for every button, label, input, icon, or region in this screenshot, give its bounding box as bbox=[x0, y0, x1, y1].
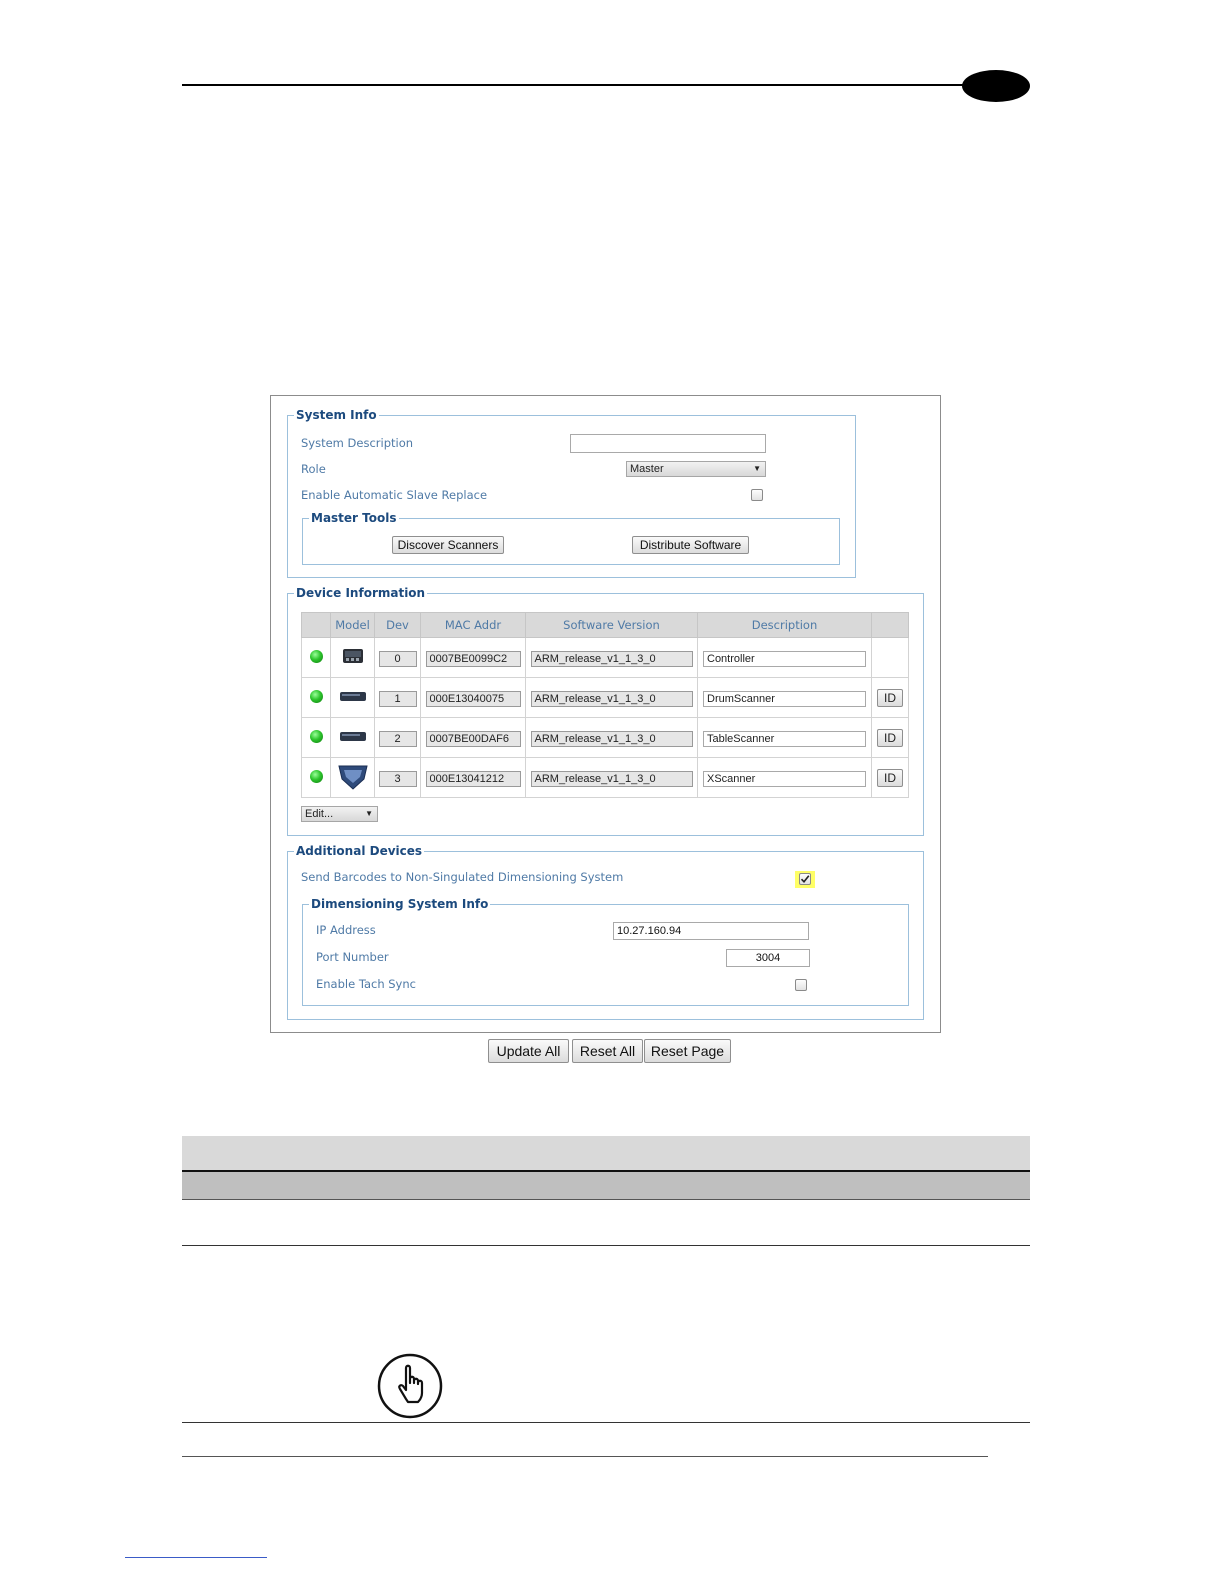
system-description-input[interactable] bbox=[570, 434, 766, 453]
mac-field: 000E13041212 bbox=[426, 771, 521, 787]
dev-field: 1 bbox=[379, 691, 417, 707]
description-input[interactable]: TableScanner bbox=[703, 731, 866, 747]
column-header-model: Model bbox=[331, 613, 375, 638]
ip-address-input[interactable]: 10.27.160.94 bbox=[613, 922, 809, 940]
model-cell bbox=[331, 758, 375, 798]
dev-field: 2 bbox=[379, 731, 417, 747]
chapter-tab-marker bbox=[962, 70, 1030, 102]
status-cell bbox=[302, 638, 331, 678]
id-cell bbox=[872, 758, 909, 798]
description-cell bbox=[698, 638, 872, 678]
enable-tach-sync-label: Enable Tach Sync bbox=[316, 977, 416, 991]
ip-address-label: IP Address bbox=[316, 923, 376, 937]
distribute-software-button[interactable]: Distribute Software bbox=[632, 536, 749, 554]
status-cell bbox=[302, 758, 331, 798]
header-rule bbox=[182, 84, 972, 86]
chevron-down-icon: ▼ bbox=[365, 809, 373, 818]
description-cell bbox=[698, 758, 872, 798]
dev-cell bbox=[375, 678, 421, 718]
pointing-hand-icon bbox=[376, 1353, 444, 1419]
column-header-status bbox=[302, 613, 331, 638]
device-table bbox=[301, 612, 909, 798]
model-cell bbox=[331, 678, 375, 718]
id-cell bbox=[872, 678, 909, 718]
id-button[interactable]: ID bbox=[877, 689, 903, 707]
drum-scanner-icon bbox=[339, 688, 367, 704]
status-led-icon bbox=[310, 730, 323, 743]
mac-cell bbox=[421, 638, 526, 678]
discover-scanners-button[interactable]: Discover Scanners bbox=[392, 536, 504, 554]
reset-all-button[interactable]: Reset All bbox=[572, 1039, 643, 1063]
auto-slave-replace-checkbox[interactable] bbox=[751, 489, 763, 501]
model-cell bbox=[331, 638, 375, 678]
note-rule bbox=[182, 1422, 1030, 1423]
footer-link-underline bbox=[125, 1557, 267, 1558]
dev-cell bbox=[375, 758, 421, 798]
table-row bbox=[302, 718, 909, 758]
id-button[interactable]: ID bbox=[877, 769, 903, 787]
column-header-id bbox=[872, 613, 909, 638]
port-number-label: Port Number bbox=[316, 950, 389, 964]
description-cell bbox=[698, 678, 872, 718]
software-cell bbox=[526, 638, 698, 678]
role-select-value: Master bbox=[630, 463, 664, 475]
description-cell bbox=[698, 718, 872, 758]
table-header-band bbox=[182, 1136, 1030, 1170]
description-input[interactable]: Controller bbox=[703, 651, 866, 667]
x-scanner-icon bbox=[337, 761, 369, 791]
status-cell bbox=[302, 678, 331, 718]
edit-select[interactable] bbox=[301, 806, 378, 822]
master-tools-legend: Master Tools bbox=[311, 511, 397, 525]
port-number-input[interactable]: 3004 bbox=[726, 949, 810, 967]
id-cell bbox=[872, 718, 909, 758]
software-field: ARM_release_v1_1_3_0 bbox=[531, 731, 693, 747]
table-rule bbox=[182, 1245, 1030, 1246]
table-scanner-icon bbox=[339, 728, 367, 744]
additional-devices-legend: Additional Devices bbox=[296, 844, 423, 858]
column-header-description: Description bbox=[698, 613, 872, 638]
description-input[interactable]: DrumScanner bbox=[703, 691, 866, 707]
software-field: ARM_release_v1_1_3_0 bbox=[531, 771, 693, 787]
software-field: ARM_release_v1_1_3_0 bbox=[531, 651, 693, 667]
update-all-button[interactable]: Update All bbox=[488, 1039, 569, 1063]
status-cell bbox=[302, 718, 331, 758]
mac-field: 0007BE0099C2 bbox=[426, 651, 521, 667]
status-led-icon bbox=[310, 650, 323, 663]
software-cell bbox=[526, 758, 698, 798]
device-information-legend: Device Information bbox=[296, 586, 426, 600]
table-rule bbox=[182, 1199, 1030, 1200]
device-table-header bbox=[302, 613, 909, 638]
controller-icon bbox=[341, 646, 365, 666]
id-cell bbox=[872, 638, 909, 678]
dev-field: 3 bbox=[379, 771, 417, 787]
dev-cell bbox=[375, 638, 421, 678]
dimensioning-system-legend: Dimensioning System Info bbox=[311, 897, 489, 911]
chevron-down-icon: ▼ bbox=[753, 464, 761, 473]
mac-cell bbox=[421, 758, 526, 798]
table-row bbox=[302, 678, 909, 718]
software-cell bbox=[526, 678, 698, 718]
send-barcodes-checkbox[interactable] bbox=[799, 873, 811, 885]
table-row bbox=[302, 638, 909, 678]
software-field: ARM_release_v1_1_3_0 bbox=[531, 691, 693, 707]
id-button[interactable]: ID bbox=[877, 729, 903, 747]
edit-select-value: Edit... bbox=[305, 808, 334, 820]
master-tools-section bbox=[302, 511, 840, 565]
checkmark-icon bbox=[800, 874, 810, 884]
footer-rule bbox=[182, 1456, 988, 1457]
mac-field: 0007BE00DAF6 bbox=[426, 731, 521, 747]
column-header-mac: MAC Addr bbox=[421, 613, 526, 638]
mac-cell bbox=[421, 678, 526, 718]
column-header-dev: Dev bbox=[375, 613, 421, 638]
model-cell bbox=[331, 718, 375, 758]
mac-cell bbox=[421, 718, 526, 758]
software-cell bbox=[526, 718, 698, 758]
enable-tach-sync-checkbox[interactable] bbox=[795, 979, 807, 991]
role-label: Role bbox=[301, 462, 326, 476]
system-info-legend: System Info bbox=[296, 408, 377, 422]
reset-page-button[interactable]: Reset Page bbox=[644, 1039, 731, 1063]
status-led-icon bbox=[310, 690, 323, 703]
status-led-icon bbox=[310, 770, 323, 783]
table-subheader-band bbox=[182, 1172, 1030, 1199]
description-input[interactable]: XScanner bbox=[703, 771, 866, 787]
dev-field: 0 bbox=[379, 651, 417, 667]
mac-field: 000E13040075 bbox=[426, 691, 521, 707]
dev-cell bbox=[375, 718, 421, 758]
send-barcodes-label: Send Barcodes to Non-Singulated Dimensioning System bbox=[301, 870, 624, 884]
system-description-label: System Description bbox=[301, 436, 414, 450]
auto-slave-replace-label: Enable Automatic Slave Replace bbox=[301, 488, 488, 502]
table-row bbox=[302, 758, 909, 798]
role-select[interactable] bbox=[626, 461, 766, 477]
column-header-software: Software Version bbox=[526, 613, 698, 638]
